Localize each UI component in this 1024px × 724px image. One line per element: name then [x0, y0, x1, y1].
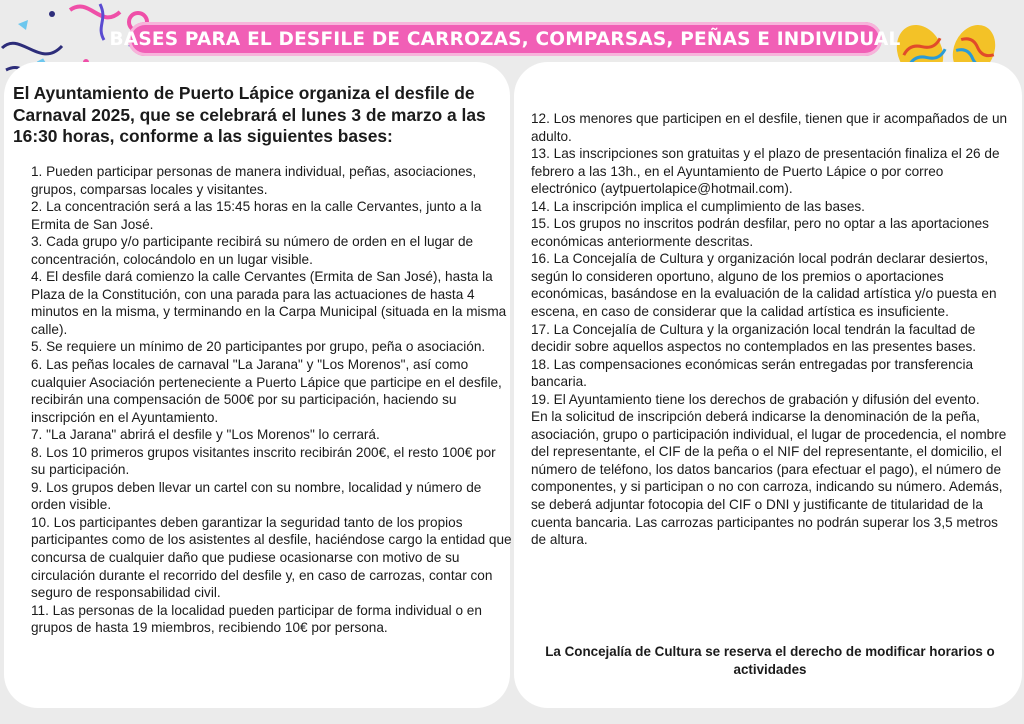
rule-item: 14. La inscripción implica el cumplimiento de las bases. [531, 198, 865, 214]
rule-item: 1. Pueden participar personas de manera individual, peñas, asociaciones, grupos, comparsas locales y visitantes. [31, 164, 477, 197]
intro-text: El Ayuntamiento de Puerto Lápice organiza el desfile de Carnaval 2025, que se celebrará el lunes 3 de marzo a las 16:30 horas, conforme a las siguientes bases: [13, 83, 486, 146]
title-banner [109, 22, 901, 56]
rule-item: 10. Los participantes deben garantizar la seguridad tanto de los propios participantes como de los asistentes al desfile, haciéndose cargo la entidad que concursa de cualquier daño que pudiese ocasionarse con motivo de su circulación durante el recorrido del desfile y, en caso de carrozas, contar con seguro de responsabilidad civil. [31, 514, 512, 601]
rule-item: 5. Se requiere un mínimo de 20 participantes por grupo, peña o asociación. [31, 339, 486, 355]
rule-item: 17. La Concejalía de Cultura y la organización local tendrán la facultad de decidir sobre aquellos aspectos no contemplados en las presentes bases. [531, 321, 977, 355]
rule-item: 8. Los 10 primeros grupos visitantes inscrito recibirán 200€, el resto 100€ por su participación. [31, 444, 496, 478]
rule-item: 19. El Ayuntamiento tiene los derechos de grabación y difusión del evento. [531, 391, 980, 407]
rule-item: 3. Cada grupo y/o participante recibirá su número de orden en el lugar de concentración, colocándolo en un lugar visible. [31, 234, 474, 267]
rule-item: 15. Los grupos no inscritos podrán desfilar, pero no optar a las aportaciones económicas anteriormente descritas. [531, 216, 989, 249]
left-rules-list [31, 163, 513, 637]
rule-item: 9. Los grupos deben llevar un cartel con su nombre, localidad y número de orden visible. [31, 479, 482, 513]
registration-paragraph: En la solicitud de inscripción deberá indicarse la denominación de la peña, asociación, grupo o participación individual, el lugar de procedencia, el nombre del representante, el CIF de la peña o el NIF del representante, el domicilio, el número de teléfono, los datos bancarios (para efectuar el pago), el número de componentes, y si participan o no con carroza, indicando su número. Además, se deberá adjuntar fotocopia del CIF o DNI y justificante de titularidad de la cuenta bancaria. Las carrozas participantes no podrán superar los 3,5 metros de altura. [531, 409, 1007, 548]
rule-item: 7. "La Jarana" abrirá el desfile y "Los Morenos" lo cerrará. [31, 427, 380, 443]
rule-item: 2. La concentración será a las 15:45 horas en la calle Cervantes, junto a la Ermita de San José. [31, 199, 482, 232]
rule-item: 6. Las peñas locales de carnaval "La Jarana" y "Los Morenos", así como cualquier Asociación perteneciente a Puerto Lápice que participe en el desfile, recibirán una compensación de 500€ por su participación, haciendo su inscripción en el Ayuntamiento. [31, 357, 502, 425]
rule-item: 16. La Concejalía de Cultura y organización local podrán declarar desiertos, según lo consideren oportuno, alguno de los premios o aportaciones económicas, basándose en la evaluación de la calidad artística y/o puesta en escena, en caso de considerar que la calidad artística es insuficiente. [531, 251, 997, 320]
rule-item: 11. Las personas de la localidad pueden participar de forma individual o en grupos de hasta 19 miembros, recibiendo 10€ por persona. [31, 602, 482, 636]
rule-item: 12. Los menores que participen en el desfile, tienen que ir acompañados de un adulto. [531, 111, 1008, 144]
right-rules-list [531, 110, 1009, 549]
rule-item: 18. Las compensaciones económicas serán entregadas por transferencia bancaria. [531, 356, 974, 390]
rule-item: 13. Las inscripciones son gratuitas y el plazo de presentación finaliza el 26 de febrero a las 13h., en el Ayuntamiento de Puerto Lápice o por correo electrónico (aytpuertolapice@hotmail.com). [531, 146, 1000, 197]
rule-item: 4. El desfile dará comienzo la calle Cervantes (Ermita de San José), hasta la Plaza de la Constitución, con una parada para las actuaciones de hasta 4 minutos en la misma, y terminando en la Carpa Municipal (situada en la misma calle). [31, 269, 507, 337]
page-title: BASES PARA EL DESFILE DE CARROZAS, COMPARSAS, PEÑAS E INDIVIDUAL [109, 28, 901, 50]
reserve-note: La Concejalía de Cultura se reserva el derecho de modificar horarios o actividades [545, 644, 995, 677]
